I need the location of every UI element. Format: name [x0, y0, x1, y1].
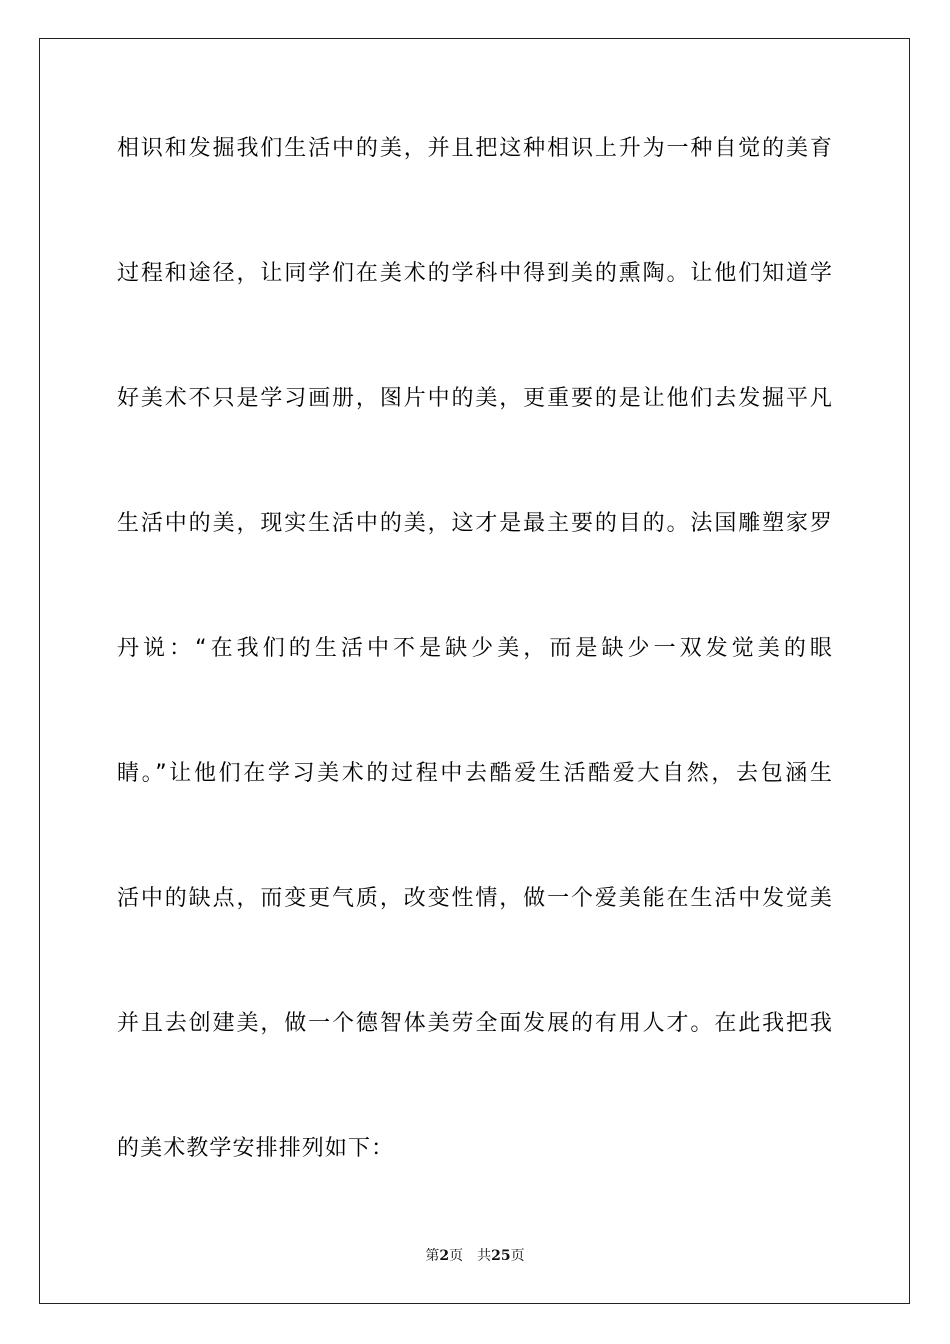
text-line-9: 的美术教学安排排列如下： [117, 1136, 395, 1161]
text-line-8: 并且去创建美，做一个德智体美劳全面发展的有用人才。在此我把我 [117, 1011, 833, 1036]
total-suffix: 页 [510, 1248, 525, 1264]
total-pages: 25 [491, 1248, 511, 1264]
page-prefix: 第 [425, 1248, 440, 1264]
text-line-4: 生活中的美，现实生活中的美，这才是最主要的目的。法国雕塑家罗 [117, 511, 833, 536]
page-footer [0, 1246, 950, 1266]
text-line-6: 睛。”让他们在学习美术的过程中去酷爱生活酷爱大自然，去包涵生 [117, 761, 833, 786]
page-number: 2 [439, 1248, 450, 1264]
text-line-1: 相识和发掘我们生活中的美，并且把这种相识上升为一种自觉的美育 [117, 136, 833, 161]
page-suffix: 页 [449, 1248, 464, 1264]
total-prefix: 共 [477, 1248, 492, 1264]
body-text [117, 124, 833, 1249]
text-line-3: 好美术不只是学习画册，图片中的美，更重要的是让他们去发掘平凡 [117, 386, 833, 411]
text-line-2: 过程和途径，让同学们在美术的学科中得到美的熏陶。让他们知道学 [117, 261, 833, 286]
text-line-5: 丹说：“在我们的生活中不是缺少美，而是缺少一双发觉美的眼 [117, 636, 833, 661]
text-line-7: 活中的缺点，而变更气质，改变性情，做一个爱美能在生活中发觉美 [117, 886, 833, 911]
